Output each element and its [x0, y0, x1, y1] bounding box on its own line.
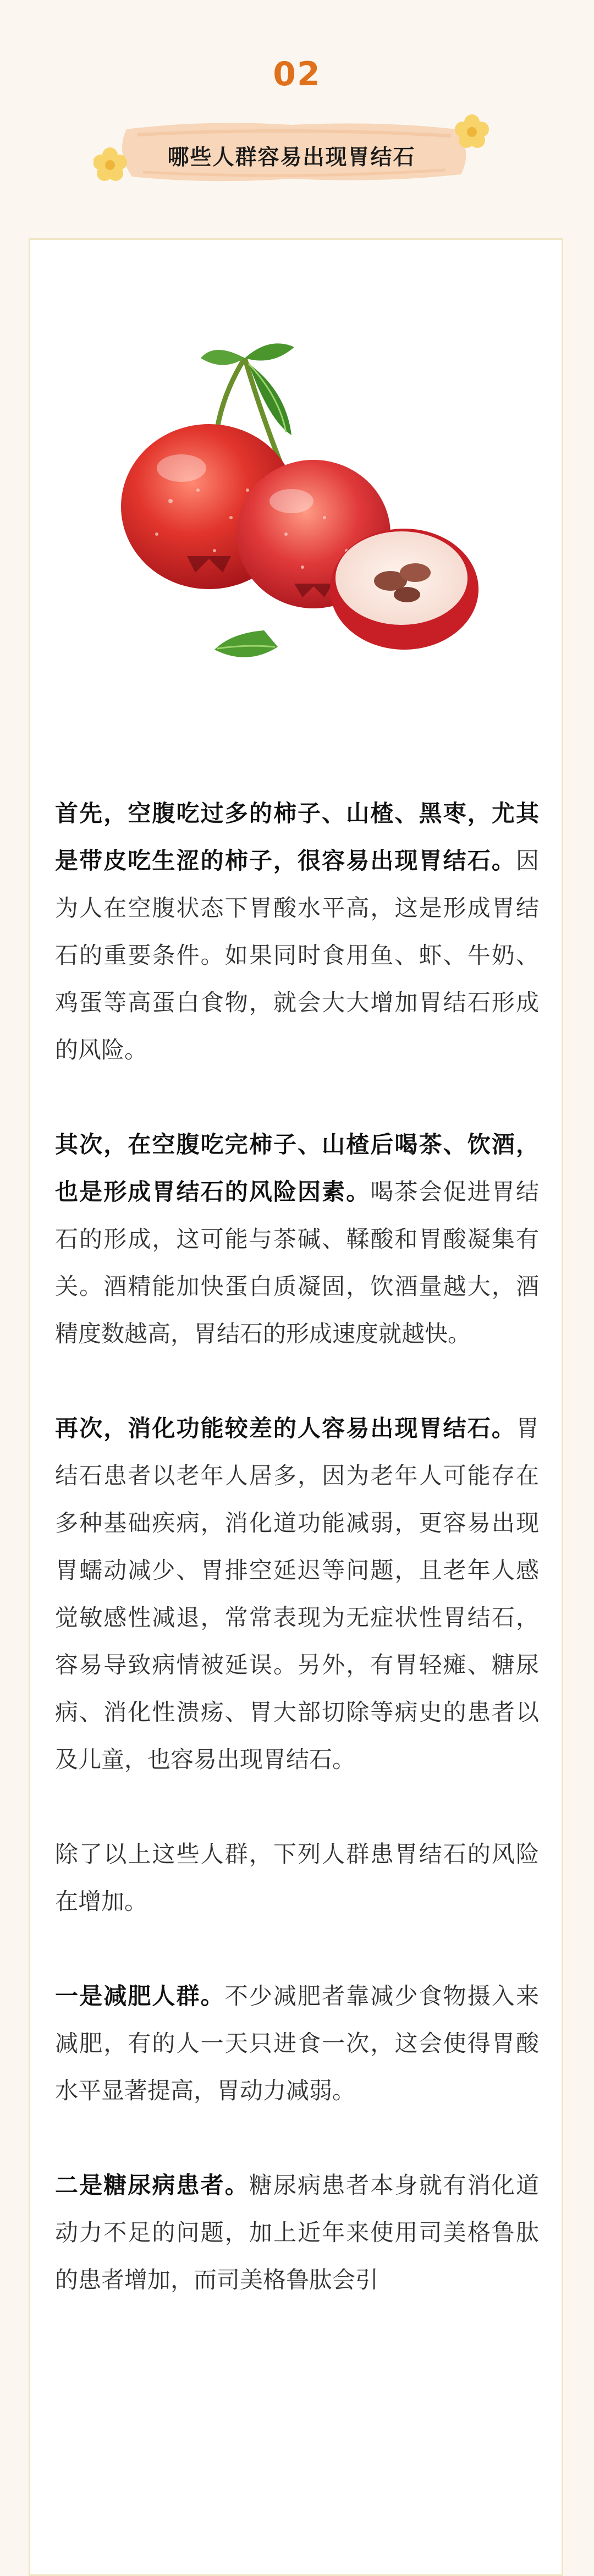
paragraph-text: 糖尿病患者本身就有消化道动力不足的问题，加上近年来使用司美格鲁肽的患者增加，而司美格鲁肽会引 [55, 2172, 539, 2293]
paragraph-text: 因为人在空腹状态下胃酸水平高，这是形成胃结石的重要条件。如果同时食用鱼、虾、牛奶、鸡蛋等高蛋白食物，就会大大增加胃结石形成的风险。 [55, 847, 539, 1063]
paragraph-second [55, 1121, 539, 1358]
paragraph-third [55, 1405, 539, 1783]
paragraph-diabetes [55, 2162, 539, 2304]
paragraph-dieters [55, 1973, 539, 2114]
section-title: 哪些人群容易出现胃结石 [167, 145, 416, 170]
hawthorn-icon [105, 325, 517, 699]
paragraph-emphasis: 首先，空腹吃过多的柿子、山楂、黑枣，尤其是带皮吃生涩的柿子，很容易出现胃结石。 [55, 800, 539, 874]
paragraph-first [55, 790, 539, 1074]
paragraph-emphasis: 一是减肥人群。 [55, 1982, 225, 2009]
paragraph-emphasis: 其次，在空腹吃完柿子、山楂后喝茶、饮酒，也是形成胃结石的风险因素。 [55, 1131, 539, 1205]
paragraph-text: 除了以上这些人群，下列人群患胃结石的风险在增加。 [55, 1841, 539, 1915]
section-number: 02 [273, 55, 321, 94]
paragraph-emphasis: 二是糖尿病患者。 [55, 2172, 249, 2199]
paragraph-emphasis: 再次，消化功能较差的人容易出现胃结石。 [55, 1415, 516, 1442]
content-card [29, 238, 563, 2576]
hawthorn-fruit-illustration [105, 325, 517, 699]
article-body [55, 790, 539, 2351]
paragraph-transition [55, 1831, 539, 1925]
paragraph-text: 喝茶会促进胃结石的形成，这可能与茶碱、鞣酸和胃酸凝集有关。酒精能加快蛋白质凝固，饮酒量越大，酒精度数越高，胃结石的形成速度就越快。 [55, 1178, 539, 1347]
paragraph-text: 不少减肥者靠减少食物摄入来减肥，有的人一天只进食一次，这会使得胃酸水平显著提高，胃动力减弱。 [55, 1982, 539, 2104]
paragraph-text: 胃结石患者以老年人居多，因为老年人可能存在多种基础疾病，消化道功能减弱，更容易出现胃蠕动减少、胃排空延迟等问题，且老年人感觉敏感性减退，常常表现为无症状性胃结石，容易导致病情被延误。另外，有胃轻瘫、糖尿病、消化性溃疡、胃大部切除等病史的患者以及儿童，也容易出现胃结石。 [55, 1415, 539, 1773]
section-title-banner [94, 113, 490, 195]
